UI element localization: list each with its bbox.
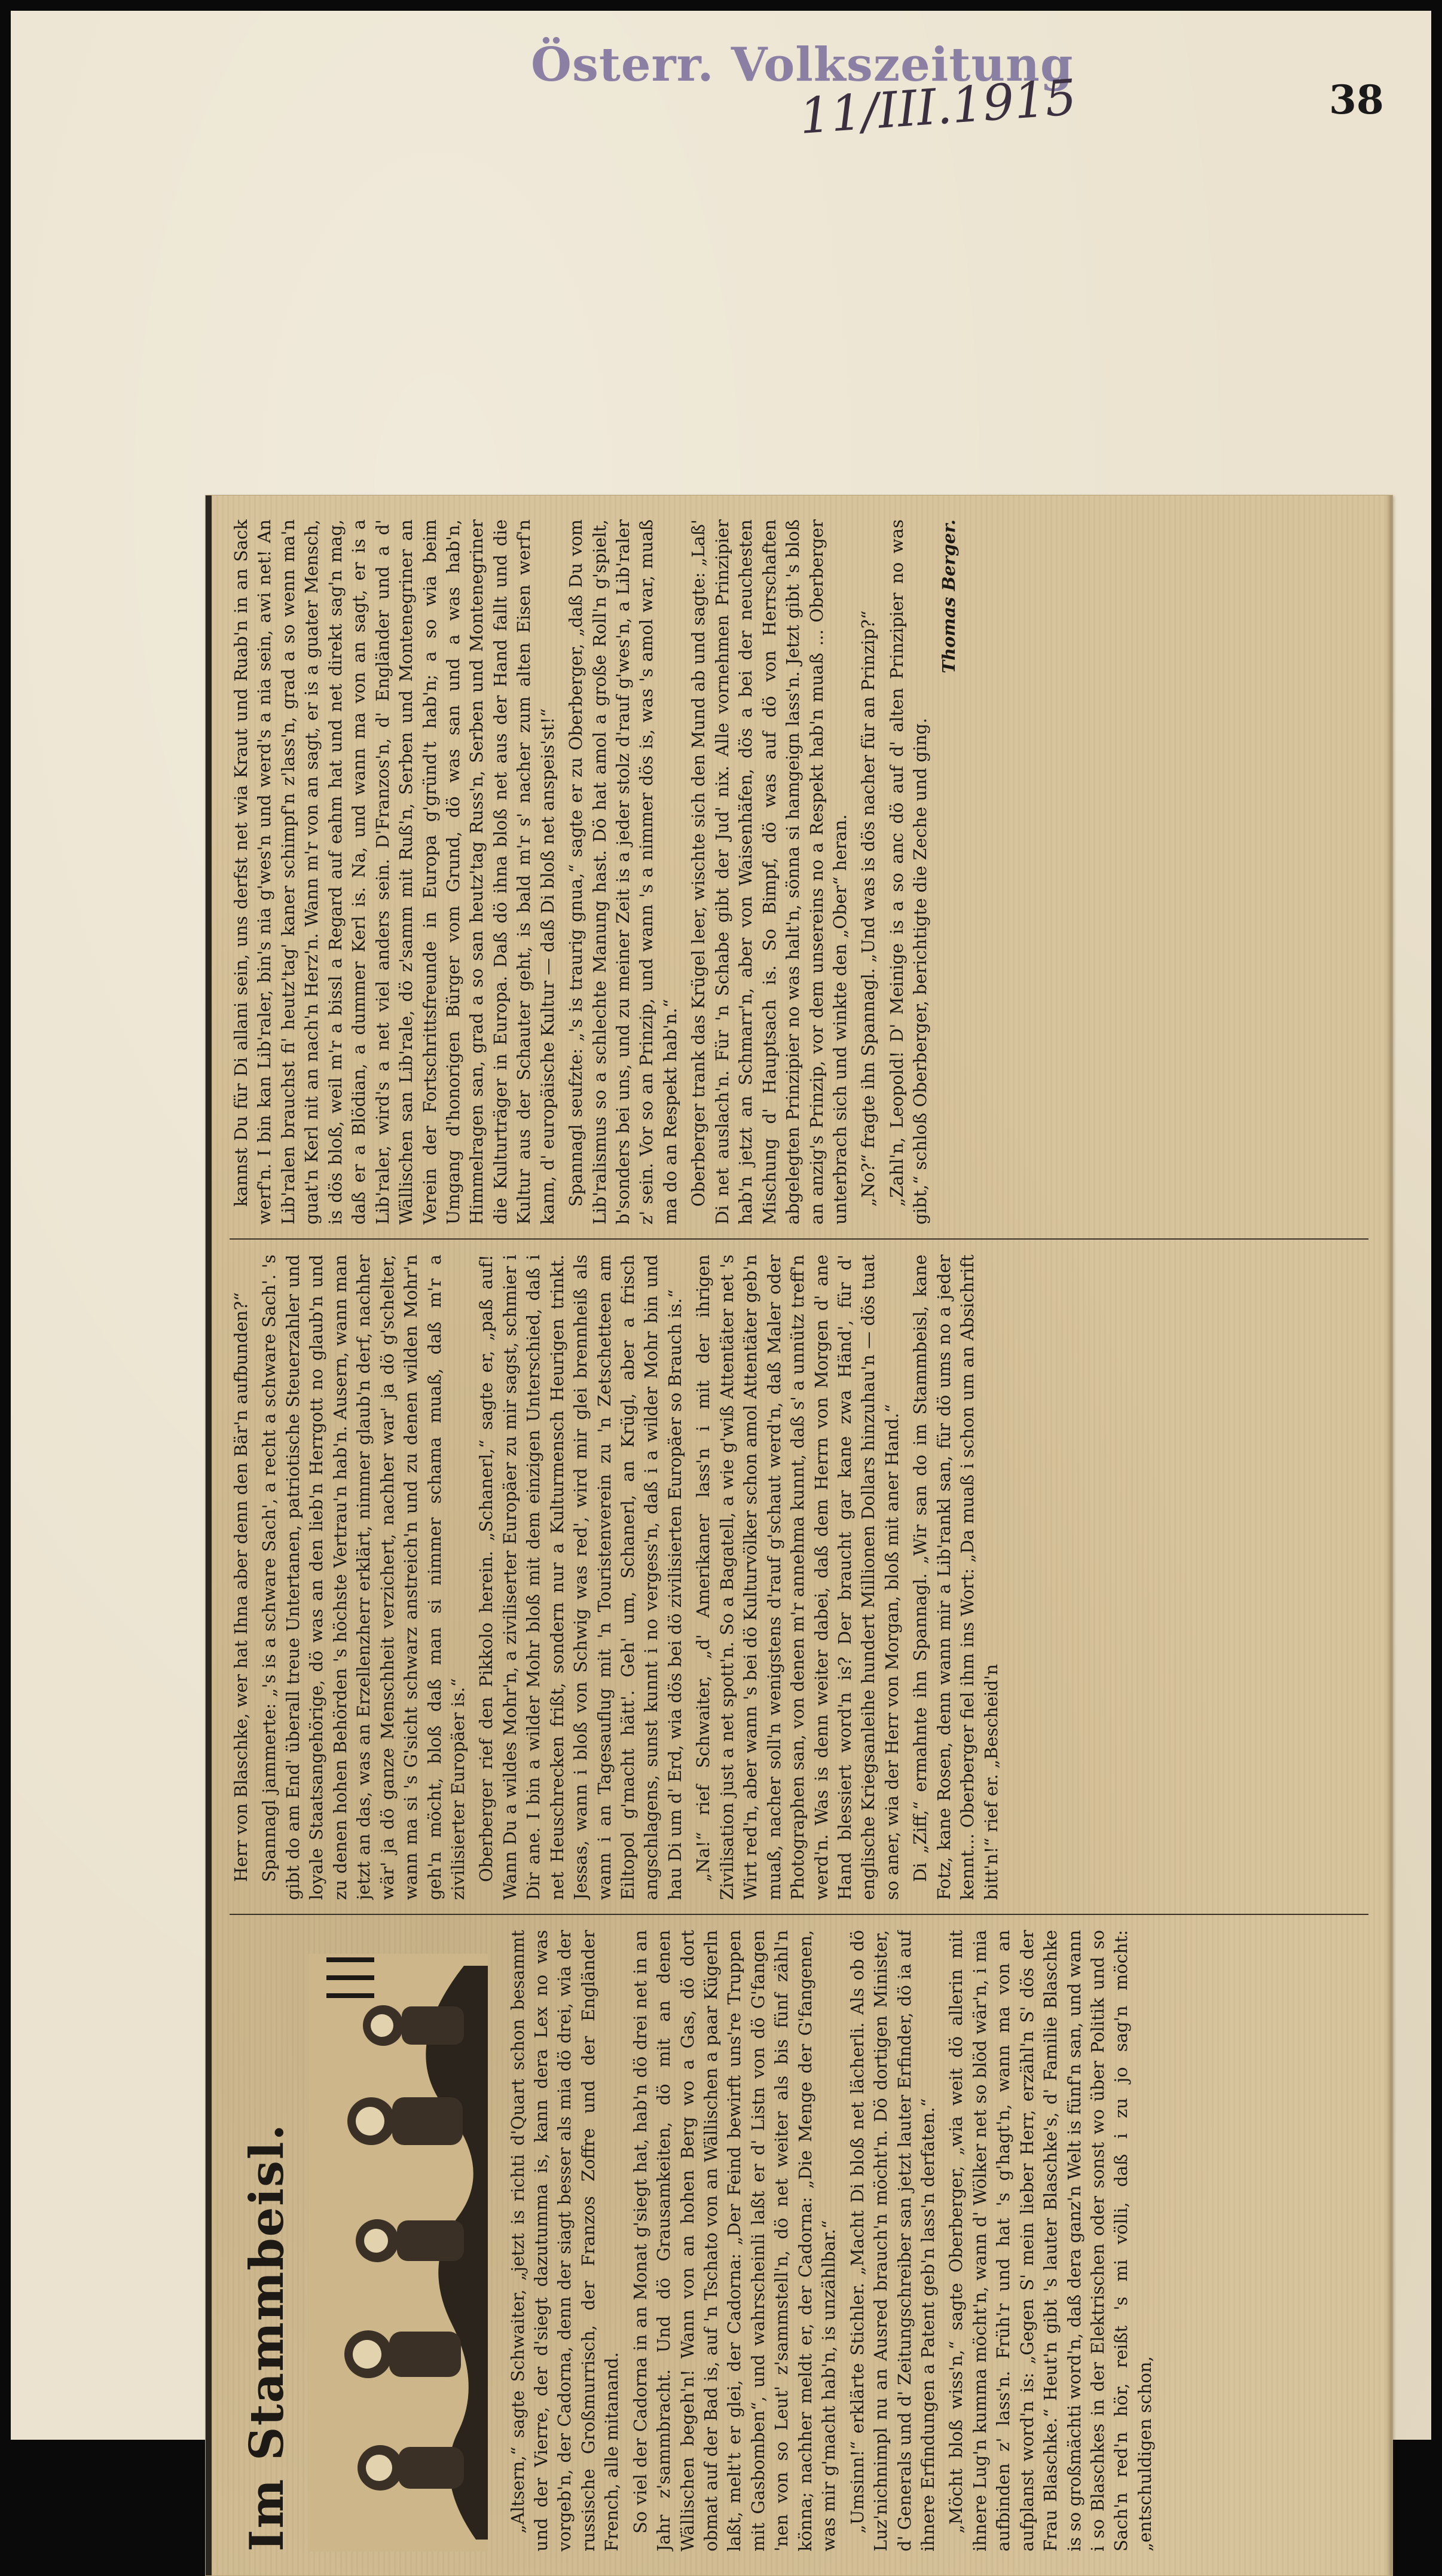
paragraph: „No?“ fragte ihn Spannagl. „Und was is dös nacher für an Prinzip?“ (858, 610, 879, 1207)
paragraph: „Altsern,“ sagte Schwaiter, „jetzt is richti d'Quart schon besammt und der Vierre, der d'siegt dazutumma is, kann dera Lex no was vorgeb'n, der Cadorna, denn der siagt besser als mia dö drei, wia der russische Großmurrisch, der Franzos Zoffre und der Engländer French, alle mitanand. (507, 1930, 622, 2551)
rotated-article (206, 495, 1392, 2575)
column-divider (230, 1914, 1368, 1915)
newspaper-source-stamp: Österr. Volkszeitung (531, 38, 1074, 92)
article-title: Im Stammbeisl. (240, 2123, 294, 2551)
paragraph: „Umsinn!“ erklärte Stichler. „Macht Di bloß net lächerli. Als ob dö Luz'nichnimpl nu an Ausred brauch'n möcht'n. Dö dortigen Minister, d' Generals und d' Zeitungschreiber san jetzt lauter Erfinder, dö ia auf ihnere Erfindungen a Patent geb'n lass'n derfaten.“ (847, 1930, 938, 2551)
newspaper-clipping (205, 495, 1393, 2576)
tavern-illustration (308, 1954, 488, 2551)
paragraph: Spannagl seufzte: „'s is traurig gnua,“ sagte er zu Oberberger, „daß Du vom Lib'ralismus so a schlechte Manung hast. Dö hat amol a große Roll'n g'spielt, b'sonders bei uns, und zu meiner Zeit is a jeder stolz d'rauf g'wes'n, a Lib'raler z' sein. Vor so an Prinzip, und wann 's a nimmer dös is, was 's amol war, muaß ma do an Respekt hab'n.“ (566, 519, 680, 1225)
article-column-3 (230, 519, 1368, 1225)
paragraph: Herr von Blaschke, wer hat Ihna aber denn den Bär'n aufbunden?“ (231, 1292, 251, 1882)
paragraph: So viel der Cadorna in an Monat g'siegt hat, hab'n dö drei net in an Jahr z'sammbracht. Und dö Grausamkeiten, dö mit an denen Wällischen begeh'n! Wann von an hohen Berg wo a Gas, dö dort obmat auf der Bad is, auf 'n Tschato von an Wällischen a paar Kügerln laßt, melt't er glei, der Cadorna: „Der Feind bewirft uns're Truppen mit Gasbomben“, und wahrscheinli laßt er d' Listn von dö G'fangen 'nen von so Leut' z'sammstell'n, dö net weiter als bis fünf zähl'n könna; nachher meldt er, der Cadorna: „Die Menge der G'fangenen, was mir g'macht hab'n, is unzählbar.“ (630, 1930, 839, 2551)
paragraph: Oberberger rief den Pikkolo herein. „Schanerl,“ sagte er, „paß auf! Wann Du a wildes Mohr'n, a ziviliserter Europäer zu mir sagst, schmier i Dir ane. I bin a wilder Mohr bloß mit dem einzigen Unterschied, daß i net Heuschrecken frißt, sondern nur a Kulturmensch Heurigen trinkt. Jessas, wann i bloß von Schwig was red', wird mir glei brennheiß als wann i an Tagesauflug mit 'n Touristenverein zu 'n Zetschetteen am Eiltopol g'macht hätt'. Geh' um, Schanerl, an Krügl, aber a frisch angschlagens, sunst kunnt i no vergess'n, daß i a wilder Mohr bin und hau Di um d' Erd, wia dös bei dö zivilisierten Europäer so Brauch is.“ (476, 1255, 685, 1900)
paragraph: „Zahl'n, Leopold! D' Meinige is a so anc dö auf d' alten Prinzipier no was gibt,“ schloß Oberberger, berichtigte die Zeche und ging. (886, 519, 931, 1225)
paragraph: kannst Du für Di allani sein, uns derfst net wia Kraut und Ruab'n in an Sack werf'n. I bin kan Lib'raler, bin's nia g'wes'n und werd's a nia sein, awi net! An Lib'ralen brauchst fi' heutz'tag' kaner schimpf'n z'lass'n, grad a so wenn ma'n guat'n Kerl nit an nach'n Herz'n. Wann m'r von an sagt, er is a guater Mensch, is dös bloß, weil m'r a bissl a Regard auf eahm hat und net direkt sag'n mag, daß er a Blödian, a dummer Kerl is. Na, und wann ma von an sagt, er is a Lib'raler, wird's a net viel anders sein. D'Franzos'n, d' Engländer und a d' Wällischen san Lib'rale, dö z'samm mit Ruß'n, Serben und Montenegriner an Verein der Fortschrittsfreunde in Europa g'gründ't hab'n; a so wia beim Umgang d'honorigen Bürger vom Grund, dö was san und a was hab'n, Himmelragen san, grad a so san heutz'tag Russ'n, Serben und Montenegriner die Kulturträger in Europa. Daß dö ihna bloß net aus der Hand fallt und die Kultur aus der Schauter geht, is bald m'r s' nacher zum alten Eisen werf'n kann, d' europäische Kultur — daß Di bloß net anspeis'st!“ (231, 519, 558, 1225)
paragraph: Oberberger trank das Krügel leer, wischte sich den Mund ab und sagte: „Laß' Di net auslach'n. Für 'n Schabe gibt der Jud' nix. Alle vornehmen Prinzipier hab'n jetzt an Schmarr'n, aber von Waisenhäfen, dös a bei der neuchesten Mischung d' Hauptsach is. So Bimpf, dö was auf dö von Herrschaften abgelegten Prinzipier no was halt'n, sönna si hamgeign lass'n. Jetzt gibt 's bloß an anzig's Prinzip, vor dem unsereins no a Respekt hab'n muaß ... Oberberger unterbrach sich und winkte den „Ober“ heran. (688, 519, 850, 1225)
handwritten-date: 11/III.1915 (798, 69, 1079, 145)
paragraph: „Möcht bloß wiss'n,“ sagte Oberberger, „wia weit dö allerin mit ihnere Lug'n kumma möcht'n, wann d' Wölker net so blöd wär'n, i mia aufbinden z' lass'n. Früh'r und hat 's g'hagt'n, wann ma von an aufplanst word'n is: „Gegen S' mein lieber Herr, erzähl'n S' dös der Frau Blaschke.“ Heut'n gibt 's lauter Blaschke's, d' Familie Blaschke is so großmächti word'n, daß dera ganz'n Welt is fünf'n san, und wann i so Blaschkes in der Elektrischen oder sonst wo über Politik und so Sach'n red'n hör, reißt 's mi völli, daß i zu jo sag'n möcht: „entschuldigen schon, (946, 1930, 1155, 2551)
page-number: 38 (1329, 77, 1384, 123)
article-column-1 (230, 1930, 1368, 2551)
paragraph: „Na!“ rief Schwaiter, „d' Amerikaner lass'n i mit der ihrigen Zivilisation just a net spott'n. So a Bagatell, a wie g'wiß Attentäter net 's Wirt red'n, aber wann 's bei dö Kulturvölker schon amol Attentäter geb'n muaß, nacher soll'n wenigstens d'rauf g'schaut werd'n, daß Maler oder Photographen san, von denen m'r annehma kunnt, daß s' a unnütz treff'n werd'n. Was is denn weiter dabei, daß dem Herrn von Morgen d' ane Hand blessiert word'n is? Der braucht gar kane zwa Händ', für d' englische Kriegsanleihe hundert Millionen Dollars hinzuhau'n — dös tuat so aner, wia der Herr von Morgan, bloß mit aner Hand.“ (693, 1255, 902, 1900)
article-column-2 (230, 1255, 1368, 1900)
column-divider (230, 1238, 1368, 1240)
author-signature: Thomas Berger. (938, 519, 959, 674)
archive-sheet (11, 11, 1431, 2551)
paragraph: Di „Ziff,“ ermahnte ihn Spannagl. „Wir san do im Stammbeisl, kane Fotz, kane Rosen, denn wann mir a Lib'rankl san, für dö ums no a jeder kennt... Oberberger fiel ihm ins Wort: „Da muaß i schon um an Absichrift bitt'n!“ rief er. „Bescheid'n (910, 1255, 1001, 1900)
paragraph: Spannagl jammerte: „'s is a schware Sach', a recht a schware Sach'. 's gibt do am End' überall treue Untertanen, patriotische Steuerzahler und loyale Staatsangehörige, dö was an den lieb'n Herrgott no glaub'n und zu denen hohen Behörden 's höchste Vertrau'n hab'n. Ausern, wann man jetzt an das, was an Erzellenzherr erklärt, nimmer glaub'n derf, nachher wär' ja dö ganze Menschheit verzichert, nachher war' ja dö g'schelter, wann ma si 's G'sicht schwarz anstreich'n und zu denen wilden Mohr'n geh'n möcht, bloß daß man si nimmer schama muaß, daß m'r a zivilisierter Europäer is.“ (259, 1255, 468, 1900)
